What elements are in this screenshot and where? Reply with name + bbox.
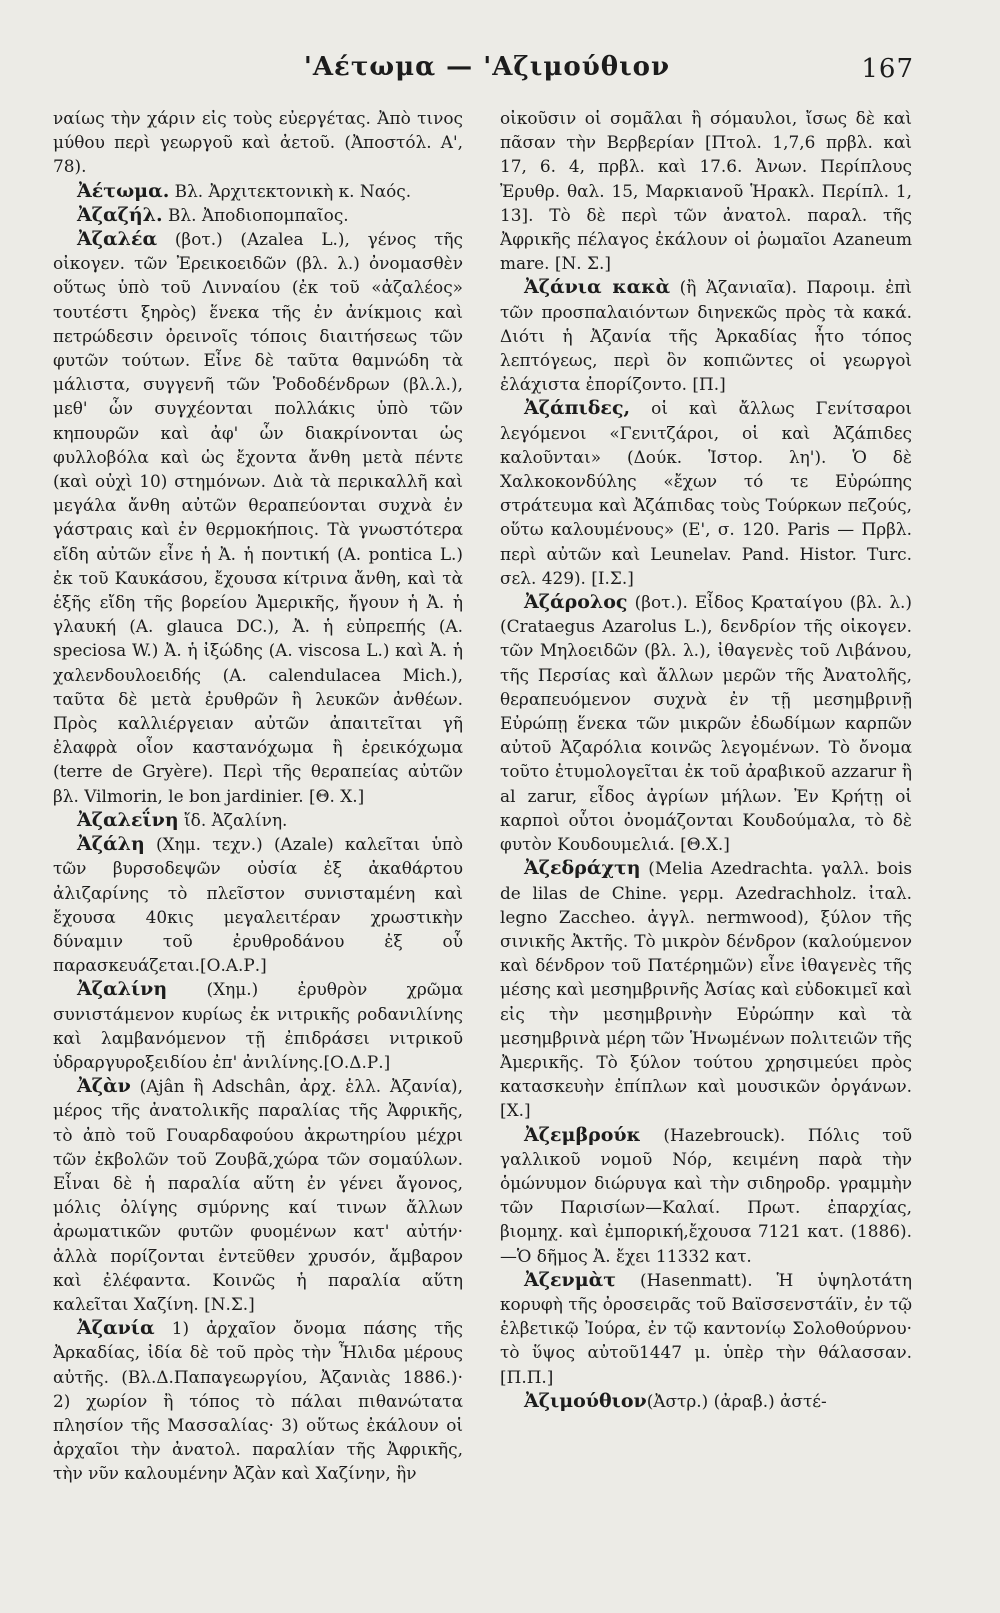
entry-text: (Χημ.) ἐρυθρὸν χρῶμα συνιστάμενον κυρίως ἐκ νιτρικῆς ροδανιλίνης καὶ λαμβανόμενον τῇ ἐπιδράσει νιτρικοῦ ὑδραργυροξειδίου ἐπ' ἀνιλίνης.[Ο.Δ.Ρ.] [53,979,463,1072]
dictionary-entry [53,1316,463,1485]
entry-headword: Ἀέτωμα. [77,179,170,202]
right-column [500,106,912,1606]
dictionary-entry [53,203,463,227]
entry-headword: Ἀζεδράχτη [524,857,641,880]
entry-headword: Ἀζαλίνη [77,978,168,1001]
dictionary-entry [53,808,463,832]
entry-text: οἰκοῦσιν οἱ σομᾶλαι ἢ σόμαυλοι, ἴσως δὲ καὶ πᾶσαν τὴν Βερβερίαν [Πτολ. 1,7,6 πρβλ. καὶ 17, 6. 4, πρβλ. καὶ 17.6. Ἀνων. Περίπλους Ἐρυθρ. θαλ. 15, Μαρκιανοῦ Ἡρακλ. Περίπλ. 1, 13]. Τὸ δὲ περὶ τῶν ἀνατολ. παραλ. τῆς Ἀφρικῆς πέλαγος ἐκάλουν οἱ ῥωμαῖοι Azaneum mare. [Ν. Σ.] [500,108,912,274]
entry-text: (Melia Azedrachta. γαλλ. bois de lilas de Chine. γερμ. Azedrachholz. ἰταλ. legno Zaccheo. ἀγγλ. nermwood), ξύλον τῆς σινικῆς Ἀκτῆς. Τὸ μικρὸν δένδρον (καλούμενον καὶ δένδρον τοῦ Πατέρημῶν) εἶνε ἰθαγενὲς τῆς μέσης καὶ μεσημβρινῆς Ἀσίας καὶ εὐδοκιμεῖ καὶ εἰς τὴν μεσημβρινὴν Εὐρώπην καὶ τὰ μεσημβρινὰ μέρη τῶν Ἡνωμένων πολιτειῶν τῆς Ἀμερικῆς. Τὸ ξύλον τούτου χρησιμεύει πρὸς κατασκευὴν ἐπίπλων καὶ μουσικῶν ὀργάνων. [Χ.] [500,858,912,1121]
entry-text: (βοτ.). Εἶδος Κραταίγου (βλ. λ.) (Crataegus Azarolus L.), δενδρίον τῆς οἰκογεν. τῶν Μηλοειδῶν (βλ. λ.), ἰθαγενὲς τοῦ Λιβάνου, τῆς Περσίας καὶ ἄλλων μερῶν τῆς Ἀνατολῆς, θεραπευόμενον συχνὰ ἐν τῇ μεσημβρινῇ Εὐρώπῃ ἕνεκα τῶν μικρῶν ἐδωδίμων καρπῶν αὐτοῦ Ἀζαρόλια κοινῶς λεγομένων. Τὸ ὄνομα τοῦτο ἐτυμολογεῖται ἐκ τοῦ ἀραβικοῦ azzarur ἢ al zarur, εἶδος ἀγρίων μήλων. Ἐν Κρήτῃ οἱ καρποὶ οὗτοι ὀνομάζονται Κουδούμαλα, τὸ δὲ φυτὸν Κουδουμελιά. [Θ.Χ.] [500,592,912,855]
dictionary-entry [53,227,463,808]
entry-headword: Ἀζαζήλ. [77,203,163,226]
entry-text: 1) ἀρχαῖον ὄνομα πάσης τῆς Ἀρκαδίας, ἰδία δὲ τοῦ πρὸς τὴν Ἦλιδα μέρους αὐτῆς. (Βλ.Δ.Παπαγεωργίου, Ἀζανιὰς 1886.)· 2) χωρίον ἢ τόπος τὸ πάλαι πιθανώτατα πλησίον τῆς Μασσαλίας· 3) οὕτως ἐκάλουν οἱ ἀρχαῖοι τὴν ἀνατολ. παραλίαν τῆς Ἀφρικῆς, τὴν νῦν καλουμένην Ἀζὰν καὶ Χαζίνην, ἣν [53,1318,463,1484]
entry-text: ναίως τὴν χάριν εἰς τοὺς εὐεργέτας. Ἀπὸ τινος μύθου περὶ γεωργοῦ καὶ ἀετοῦ. (Ἀποστόλ. Α', 78). [53,108,463,177]
running-head-title: 'Αέτωμα — 'Αζιμούθιον [303,52,671,82]
entry-text: (Hazebrouck). Πόλις τοῦ γαλλικοῦ νομοῦ Νόρ, κειμένη παρὰ τὴν ὁμώνυμον διώρυγα καὶ τὴν σιδηροδρ. γραμμὴν τῶν Παρισίων—Καλαί. Πρωτ. ἐπαρχίας, βιομηχ. καὶ ἐμπορική,ἔχουσα 7121 κατ. (1886).—Ὁ δῆμος Ἀ. ἔχει 11332 κατ. [500,1124,912,1266]
dictionary-entry [500,106,912,275]
entry-text: (Χημ. τεχν.) (Azale) καλεῖται ὑπὸ τῶν βυρσοδεψῶν οὐσία ἐξ ἀκαθάρτου ἀλιζαρίνης τὸ πλεῖστον συνισταμένη καὶ ἔχουσα 40κις μεγαλειτέραν χρωστικὴν δύναμιν τοῦ ἐρυθροδάνου ἐξ οὗ παρασκευάζεται.[Ο.Α.Ρ.] [53,834,463,976]
dictionary-entry [53,106,463,179]
entry-headword: Ἀζιμούθιον [524,1389,647,1412]
entry-text: Βλ. Ἀρχιτεκτονικὴ κ. Ναός. [169,180,412,201]
entry-text: ἴδ. Ἀζαλίνη. [178,809,288,830]
entry-text: (Hasenmatt). Ἡ ὑψηλοτάτη κορυφὴ τῆς ὀροσειρᾶς τοῦ Βαϊσσενστάϊν, ἐν τῷ ἑλβετικῷ Ἰούρα, ἐν τῷ καντονίῳ Σολοθούρνου· τὸ ὕψος αὐτοῦ1447 μ. ὑπὲρ τὴν θάλασσαν. [Π.Π.] [500,1269,912,1387]
entry-text: (Ἀστρ.) (ἀραβ.) ἀστέ- [646,1390,827,1411]
dictionary-entry [500,1268,912,1389]
page-number: 167 [861,54,914,84]
dictionary-entry [53,977,463,1074]
left-column [53,106,463,1606]
entry-headword: Ἀζὰν [77,1075,131,1098]
dictionary-entry [500,275,912,396]
running-head [60,52,914,92]
dictionary-entry [500,1389,912,1413]
entry-headword: Ἀζάνια κακὰ [524,276,671,299]
dictionary-entry [500,396,912,590]
entry-text: Βλ. Ἀποδιοπομπαῖος. [162,204,349,225]
entry-headword: Ἀζάπιδες, [524,397,631,420]
entry-headword: Ἀζεμβρούκ [524,1123,641,1146]
dictionary-entry [500,590,912,856]
dictionary-entry [53,832,463,977]
entry-headword: Ἀζανία [77,1317,155,1340]
dictionary-entry [500,1123,912,1268]
dictionary-entry [53,179,463,203]
entry-headword: Ἀζάλη [77,833,145,856]
entry-text: οἱ καὶ ἄλλως Γενίτσαροι λεγόμενοι «Γενιτζάροι, οἱ καὶ Ἀζάπιδες καλοῦνται» (Δούκ. Ἱστορ. λη'). Ὁ δὲ Χαλκοκονδύλης «ἔχων τό τε Εὐρώπης στράτευμα καὶ Ἀζάπιδας τοὺς Τούρκων πεζούς, οὕτω καλουμένους» (Ε', σ. 120. Paris — Πρβλ. περὶ αὐτῶν καὶ Leunelav. Pand. Histor. Turc. σελ. 429). [Ι.Σ.] [500,398,912,588]
dictionary-entry [53,1074,463,1316]
entry-headword: Ἀζαλέα [77,228,158,251]
entry-headword: Ἀζαλεΐνη [77,808,179,831]
entry-text: (ἢ Ἀζανιαῖα). Παροιμ. ἐπὶ τῶν προσπαλαιόντων διηνεκῶς πρὸς τὰ κακά. Διότι ἡ Ἀζανία τῆς Ἀρκαδίας ἦτο τόπος λεπτόγεως, περὶ ὃν κοπιῶντες οἱ γεωργοὶ ἐλάχιστα ἐπορίζοντο. [Π.] [500,277,912,395]
dictionary-entry [500,856,912,1122]
entry-headword: Ἀζάρολος [524,591,628,614]
entry-text: (βοτ.) (Azalea L.), γένος τῆς οἰκογεν. τῶν Ἐρεικοειδῶν (βλ. λ.) ὀνομασθὲν οὕτως ὑπὸ τοῦ Λινναίου (ἐκ τοῦ «ἀζαλέος» τουτέστι ξηρὸς) ἕνεκα τῆς ἐν ἀνίκμοις καὶ πετρώδεσιν ὀρεινοῖς τόποις διαιτήσεως τῶν φυτῶν τούτων. Εἶνε δὲ ταῦτα θαμνώδη τὰ μάλιστα, συγγενῆ τῶν Ῥοδοδένδρων (βλ.λ.), μεθ' ὧν συγχέονται πολλάκις ὑπὸ τῶν κηπουρῶν καὶ ἀφ' ὧν διακρίνονται ὡς φυλλοβόλα καὶ ὡς ἔχοντα ἄνθη μετὰ πέντε (καὶ οὐχὶ 10) στημόνων. Διὰ τὰ περικαλλῆ καὶ μεγάλα ἄνθη αὐτῶν θεραπεύονται συχνὰ ἐν γάστραις καὶ ἐν θερμοκήποις. Τὰ γνωστότερα εἴδη αὐτῶν εἶνε ἡ Ἀ. ἡ ποντική (A. pontica L.) ἐκ τοῦ Καυκάσου, ἔχουσα κίτρινα ἄνθη, καὶ τὰ ἑξῆς εἴδη τῆς βορείου Ἀμερικῆς, ἤγουν ἡ Ἀ. ἡ γλαυκή (A. glauca DC.), Ἀ. ἡ εὐπρεπής (A. speciosa W.) Ἀ. ἡ ἰξώδης (A. viscosa L.) καὶ Ἀ. ἡ χαλενδουλοειδής (A. calendulacea Mich.), ταῦτα δὲ μετὰ ἐρυθρῶν ἢ λευκῶν ἀνθέων. Πρὸς καλλιέργειαν αὐτῶν ἀπαιτεῖται γῆ ἐλαφρὰ οἷον καστανόχωμα ἢ ἐρεικόχωμα (terre de Gryère). Περὶ τῆς θεραπείας αὐτῶν βλ. Vilmorin, le bon jardinier. [Θ. Χ.] [53,229,463,806]
entry-headword: Ἀζενμὰτ [524,1268,617,1291]
entry-text: (Ajân ἢ Adschân, ἀρχ. ἑλλ. Ἀζανία), μέρος τῆς ἀνατολικῆς παραλίας τῆς Ἀφρικῆς, τὸ ἀπὸ τοῦ Γουαρδαφούου ἀκρωτηρίου μέχρι τῶν ἐκβολῶν τοῦ Ζουβᾶ,χώρα τῶν σομαύλων. Εἶναι δὲ ἡ παραλία αὕτη ἐν γένει ἄγονος, μόλις ὀλίγης σμύρνης καί τινων ἄλλων ἀρωματικῶν φυτῶν φυομένων κατ' αὐτήν· ἀλλὰ πορίζονται ἐντεῦθεν χρυσόν, ἄμβαρον καὶ ἐλέφαντα. Κοινῶς ἡ παραλία αὕτη καλεῖται Χαζίνη. [Ν.Σ.] [53,1076,463,1314]
